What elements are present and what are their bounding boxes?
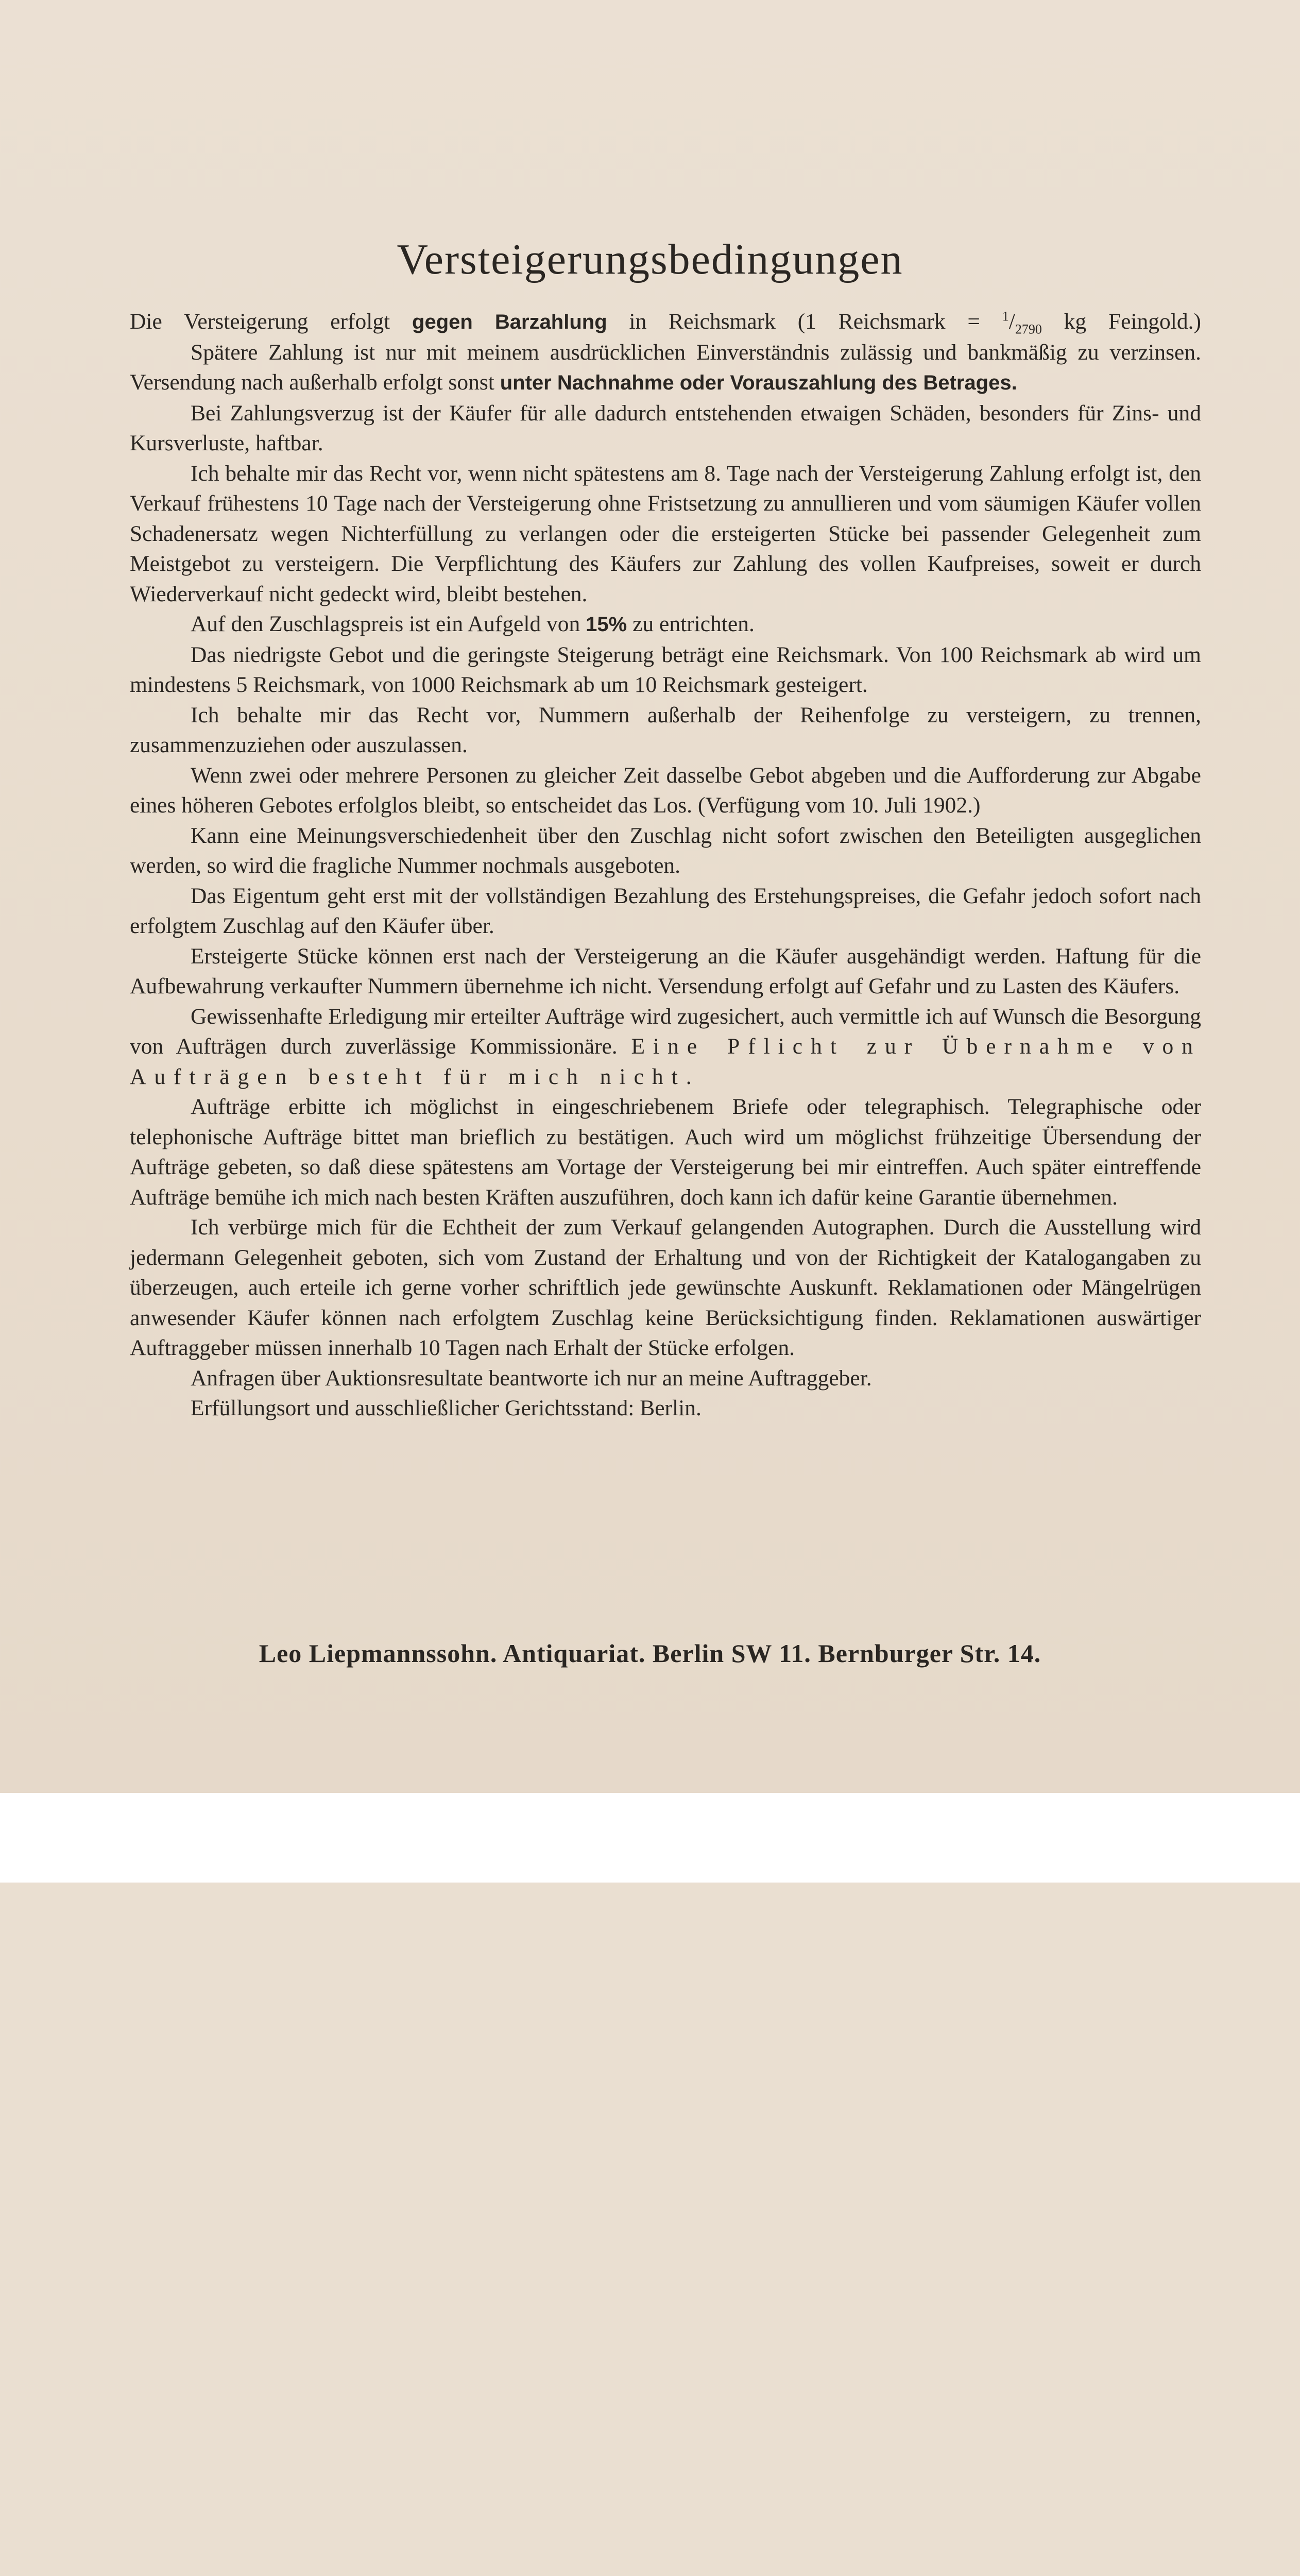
digitization-footer [0, 1793, 1300, 1883]
fraction-denominator: 2790 [1015, 321, 1042, 337]
text: in Reichsmark (1 Reichsmark = [607, 309, 1002, 334]
publisher-address: Leo Liepmannssohn. Antiquariat. Berlin SW 11. Bernburger Str. 14. [259, 1639, 1041, 1668]
paragraph-payment [130, 307, 1201, 337]
page-title: Versteigerungsbedingungen [397, 235, 903, 283]
emphasis-no-obligation: Eine Pflicht zur Übernahme von Aufträgen besteht für mich nicht. [130, 1034, 1201, 1089]
paragraph-bidding: Das niedrigste Gebot und die geringste Steigerung beträgt eine Reichsmark. Von 100 Reichsmark ab wird um mindestens 5 Reichsmark, von 1000 Reichsmark ab um 10 Reichsmark gesteigert. [130, 642, 1201, 697]
fraction-slash: / [1008, 309, 1015, 334]
text: Spätere Zahlung ist nur mit meinem ausdrücklichen Einverständnis zulässig und bankmäßig zu verzinsen. Versendung nach außerhalb erfolgt sonst [130, 340, 1201, 395]
terms-body [130, 307, 1201, 1423]
paragraph-jurisdiction: Erfüllungsort und ausschließlicher Gerichtsstand: Berlin. [191, 1396, 702, 1420]
paragraph-late-payment [130, 337, 1201, 398]
paragraph-orders: Aufträge erbitte ich möglichst in eingeschriebenem Briefe oder telegraphisch. Telegraphische oder telephonische Aufträge bittet man brieflich zu bestätigen. Auch wird um möglichst frühzeitige Übersendung der Aufträge gebeten, so daß diese spätestens am Vortage der Versteigerung bei mir eintreffen. Auch später eintreffende Aufträge bemühe ich mich nach besten Kräften auszuführen, doch kann ich dafür keine Garantie übernehmen. [130, 1094, 1201, 1210]
emphasis-cod: unter Nachnahme oder Vorauszahlung des Betrages. [500, 371, 1017, 394]
paragraph-results: Anfragen über Auktionsresultate beantworte ich nur an meine Auftraggeber. [191, 1365, 872, 1391]
paragraph-tie: Wenn zwei oder mehrere Personen zu gleicher Zeit dasselbe Gebot abgeben und die Aufforderung zur Abgabe eines höheren Gebotes erfolglos bleibt, so entscheidet das Los. (Verfügung vom 10. Juli 1902.) [130, 762, 1201, 818]
paragraph-order: Ich behalte mir das Recht vor, Nummern außerhalb der Reihenfolge zu versteigern, zu trennen, zusammenzuziehen oder auszulassen. [130, 702, 1201, 757]
fraction-numerator: 1 [1002, 309, 1009, 324]
text: Die Versteigerung erfolgt [130, 309, 413, 334]
paragraph-rights: Ich behalte mir das Recht vor, wenn nicht spätestens am 8. Tage nach der Versteigerung Zahlung erfolgt ist, den Verkauf frühestens 10 Tage nach der Versteigerung ohne Fristsetzung zu annullieren und vom säumigen Käufer vollen Schadenersatz wegen Nichterfüllung zu verlangen oder die ersteigerten Stücke bei passender Gelegenheit zum Meistgebot zu versteigern. Die Verpflichtung des Käufers zur Zahlung des vollen Kaufpreises, soweit er durch Wiederverkauf nicht gedeckt wird, bleibt bestehen. [130, 461, 1201, 606]
text: Gewissenhafte Erledigung mir erteilter Aufträge wird zugesichert, auch vermittle ich auf Wunsch die Besorgung von Aufträgen durch zuverlässige Kommissionäre. [130, 1004, 1201, 1059]
text: kg Feingold.) [1041, 309, 1201, 334]
emphasis-cash-payment: gegen Barzahlung [412, 311, 607, 333]
paragraph-dispute: Kann eine Meinungsverschiedenheit über den Zuschlag nicht sofort zwischen den Beteiligten ausgeglichen werden, so wird die fragliche Nummer nochmals ausgeboten. [130, 823, 1201, 878]
paragraph-default: Bei Zahlungsverzug ist der Käufer für alle dadurch entstehenden etwaigen Schäden, besonders für Zins- und Kursverluste, haftbar. [130, 400, 1201, 455]
text: zu entrichten. [627, 612, 755, 636]
paragraph-premium [130, 609, 1201, 640]
text: Auf den Zuschlagspreis ist ein Aufgeld von [191, 612, 586, 636]
emphasis-premium: 15% [586, 613, 627, 636]
paragraph-commissions [130, 1002, 1201, 1092]
paragraph-delivery: Ersteigerte Stücke können erst nach der Versteigerung an die Käufer ausgehändigt werden. Haftung für die Aufbewahrung verkaufter Nummern übernehme ich nicht. Versendung erfolgt auf Gefahr und zu Lasten des Käufers. [130, 943, 1201, 998]
paragraph-authenticity: Ich verbürge mich für die Echtheit der zum Verkauf gelangenden Autographen. Durch die Ausstellung wird jedermann Gelegenheit geboten, sich vom Zustand der Erhaltung und von der Richtigkeit der Katalogangaben zu überzeugen, auch erteile ich gerne vorher schriftlich jede gewünschte Auskunft. Reklamationen oder Mängelrügen anwesender Käufer können nach erfolgtem Zuschlag keine Berücksichtigung finden. Reklamationen auswärtiger Auftraggeber müssen innerhalb 10 Tagen nach Erhalt der Stücke erfolgen. [130, 1215, 1201, 1360]
paragraph-ownership: Das Eigentum geht erst mit der vollständigen Bezahlung des Erstehungspreises, die Gefahr jedoch sofort nach erfolgtem Zuschlag auf den Käufer über. [130, 883, 1201, 938]
